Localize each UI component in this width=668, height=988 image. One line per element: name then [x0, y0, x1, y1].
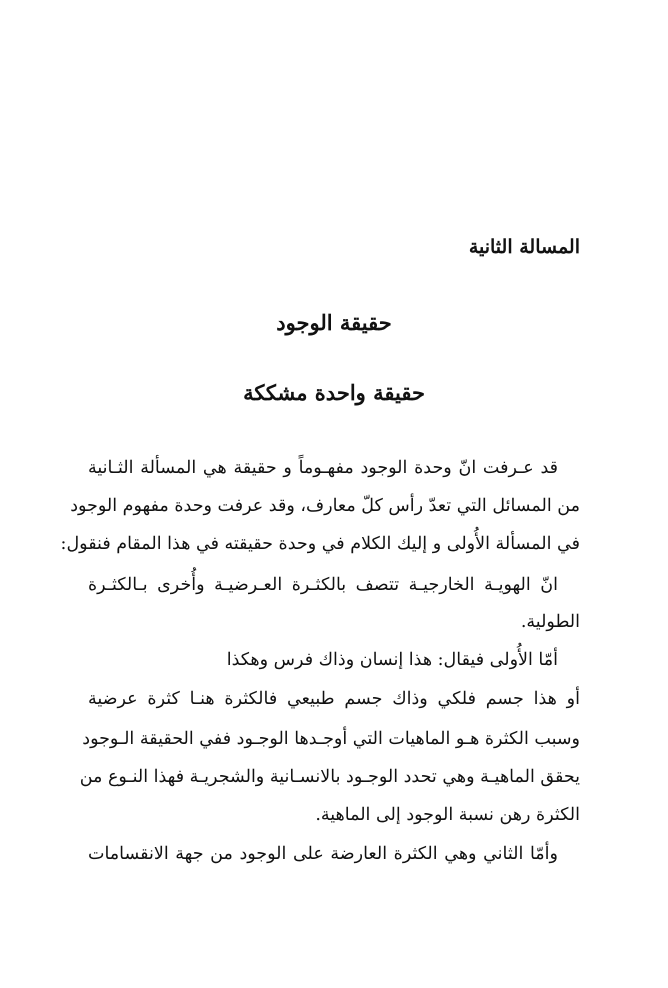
section-label: المسالة الثانية — [468, 236, 580, 258]
text-line: في المسألة الأُولى و إليك الكلام في وحدة حقيقته في هذا المقام فنقول: — [60, 534, 580, 554]
text-line: يحقق الماهيـة وهي تحدد الوجـود بالانسـانية والشجريـة فهذا النـوع من — [79, 767, 580, 787]
text-line: الطولية. — [520, 612, 580, 632]
text-line: انّ الهويـة الخارجيـة تتصف بالكثـرة العـرضيـة وأُخرى بـالكثـرة — [88, 575, 558, 595]
text-line: أو هذا جسم فلكي وذاك جسم طبيعي فالكثرة هنـا كثرة عرضية — [88, 689, 580, 709]
text-line: وسبب الكثرة هـو الماهيات التي أوجـدها الوجـود ففي الحقيقة الـوجود — [82, 729, 580, 749]
text-line: أمّا الأُولى فيقال: هذا إنسان وذاك فرس وهكذا — [226, 650, 558, 670]
text-line: من المسائل التي تعدّ رأس كلّ معارف، وقد عرفت وحدة مفهوم الوجود — [70, 496, 580, 516]
text-line: الكثرة رهن نسبة الوجود إلى الماهية. — [315, 805, 580, 825]
text-line: وأمّا الثاني وهي الكثرة العارضة على الوجود من جهة الانقسامات — [88, 844, 558, 864]
page-title: حقيقة الوجود — [276, 310, 392, 335]
text-line: قد عـرفت انّ وحدة الوجود مفهـوماً و حقيقة هي المسألة الثـانية — [88, 458, 558, 478]
page-subtitle: حقيقة واحدة مشككة — [243, 380, 425, 405]
